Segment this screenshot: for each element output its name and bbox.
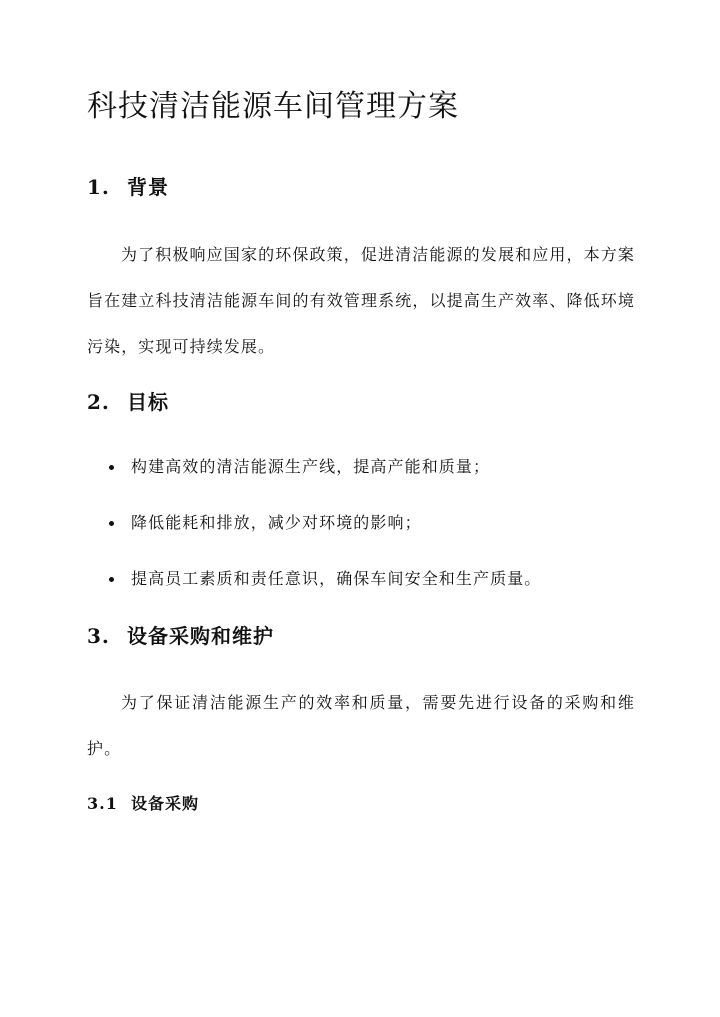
subsection-heading-procurement bbox=[87, 792, 199, 816]
subsection-title: 设备采购 bbox=[131, 794, 200, 813]
list-item bbox=[87, 559, 541, 615]
list-item-text: 构建高效的清洁能源生产线，提高产能和质量； bbox=[131, 457, 491, 476]
bullet-icon bbox=[109, 521, 114, 526]
goals-list bbox=[87, 447, 541, 615]
section-heading-goals bbox=[87, 388, 169, 416]
list-item-text: 降低能耗和排放，减少对环境的影响； bbox=[131, 513, 422, 532]
section-title: 背景 bbox=[127, 175, 169, 199]
section-title: 设备采购和维护 bbox=[127, 624, 274, 648]
section-number: 1. bbox=[87, 175, 110, 199]
list-item bbox=[87, 447, 541, 503]
section-heading-equipment bbox=[87, 622, 274, 650]
section-heading-background bbox=[87, 173, 169, 201]
equipment-paragraph: 为了保证清洁能源生产的效率和质量，需要先进行设备的采购和维护。 bbox=[87, 693, 635, 758]
subsection-number: 3.1 bbox=[87, 794, 118, 813]
bullet-icon bbox=[109, 577, 114, 582]
section-number: 2. bbox=[87, 390, 110, 414]
list-item-text: 提高员工素质和责任意识，确保车间安全和生产质量。 bbox=[131, 569, 542, 588]
section-title: 目标 bbox=[127, 390, 169, 414]
bullet-icon bbox=[109, 465, 114, 470]
list-item bbox=[87, 503, 541, 559]
document-title: 科技清洁能源车间管理方案 bbox=[87, 89, 459, 124]
section-number: 3. bbox=[87, 624, 110, 648]
background-paragraph: 为了积极响应国家的环保政策，促进清洁能源的发展和应用，本方案旨在建立科技清洁能源车间的有效管理系统，以提高生产效率、降低环境污染，实现可持续发展。 bbox=[87, 245, 635, 356]
